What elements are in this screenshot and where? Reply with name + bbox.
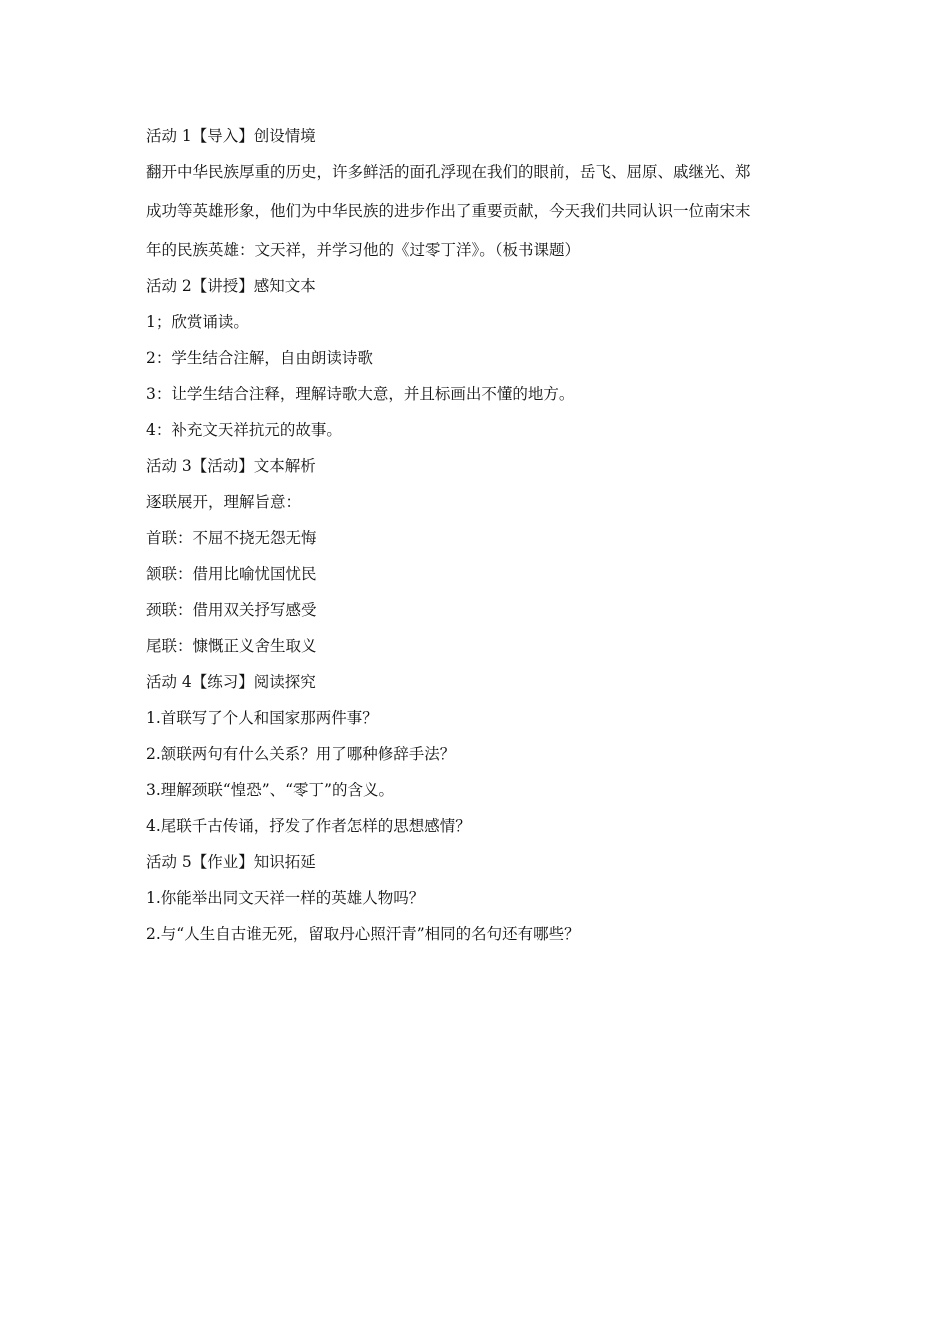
activity-3-heading: 活动 3【活动】文本解析 bbox=[146, 457, 316, 475]
intro-line-1: 翻开中华民族厚重的历史，许多鲜活的面孔浮现在我们的眼前，岳飞、屈原、戚继光、郑 bbox=[146, 163, 751, 181]
intro-line-3: 年的民族英雄：文天祥，并学习他的《过零丁洋》。（板书课题） bbox=[146, 241, 581, 259]
activity-2-item-4: 4：补充文天祥抗元的故事。 bbox=[146, 421, 342, 439]
activity-3-item-2: 首联：不屈不挠无怨无悔 bbox=[146, 529, 317, 547]
activity-4-item-1: 1.首联写了个人和国家那两件事？ bbox=[146, 709, 378, 727]
activity-4-item-2: 2.颔联两句有什么关系？用了哪种修辞手法？ bbox=[146, 745, 456, 763]
intro-line-2: 成功等英雄形象，他们为中华民族的进步作出了重要贡献，今天我们共同认识一位南宋末 bbox=[146, 202, 751, 220]
document-page bbox=[146, 124, 810, 958]
activity-1-intro bbox=[146, 160, 810, 262]
activity-2-item-3: 3：让学生结合注释，理解诗歌大意，并且标画出不懂的地方。 bbox=[146, 385, 575, 403]
activity-2-heading: 活动 2【讲授】感知文本 bbox=[146, 277, 316, 295]
activity-5-item-1: 1.你能举出同文天祥一样的英雄人物吗？ bbox=[146, 889, 425, 907]
activity-5-item-2: 2.与“人生自古谁无死，留取丹心照汗青”相同的名句还有哪些？ bbox=[146, 925, 580, 943]
activity-3-item-4: 颈联：借用双关抒写感受 bbox=[146, 601, 317, 619]
activity-2-item-1: 1；欣赏诵读。 bbox=[146, 313, 249, 331]
activity-3-item-1: 逐联展开，理解旨意： bbox=[146, 493, 302, 511]
activity-4-item-3: 3.理解颈联“惶恐”、“零丁”的含义。 bbox=[146, 781, 394, 799]
activity-1-heading: 活动 1【导入】创设情境 bbox=[146, 127, 316, 145]
activity-4-item-4: 4.尾联千古传诵，抒发了作者怎样的思想感情？ bbox=[146, 817, 471, 835]
activity-4-heading: 活动 4【练习】阅读探究 bbox=[146, 673, 316, 691]
activity-5-heading: 活动 5【作业】知识拓延 bbox=[146, 853, 316, 871]
activity-3-item-5: 尾联：慷慨正义舍生取义 bbox=[146, 637, 317, 655]
activity-2-item-2: 2：学生结合注解，自由朗读诗歌 bbox=[146, 349, 373, 367]
activity-3-item-3: 颔联：借用比喻忧国忧民 bbox=[146, 565, 317, 583]
